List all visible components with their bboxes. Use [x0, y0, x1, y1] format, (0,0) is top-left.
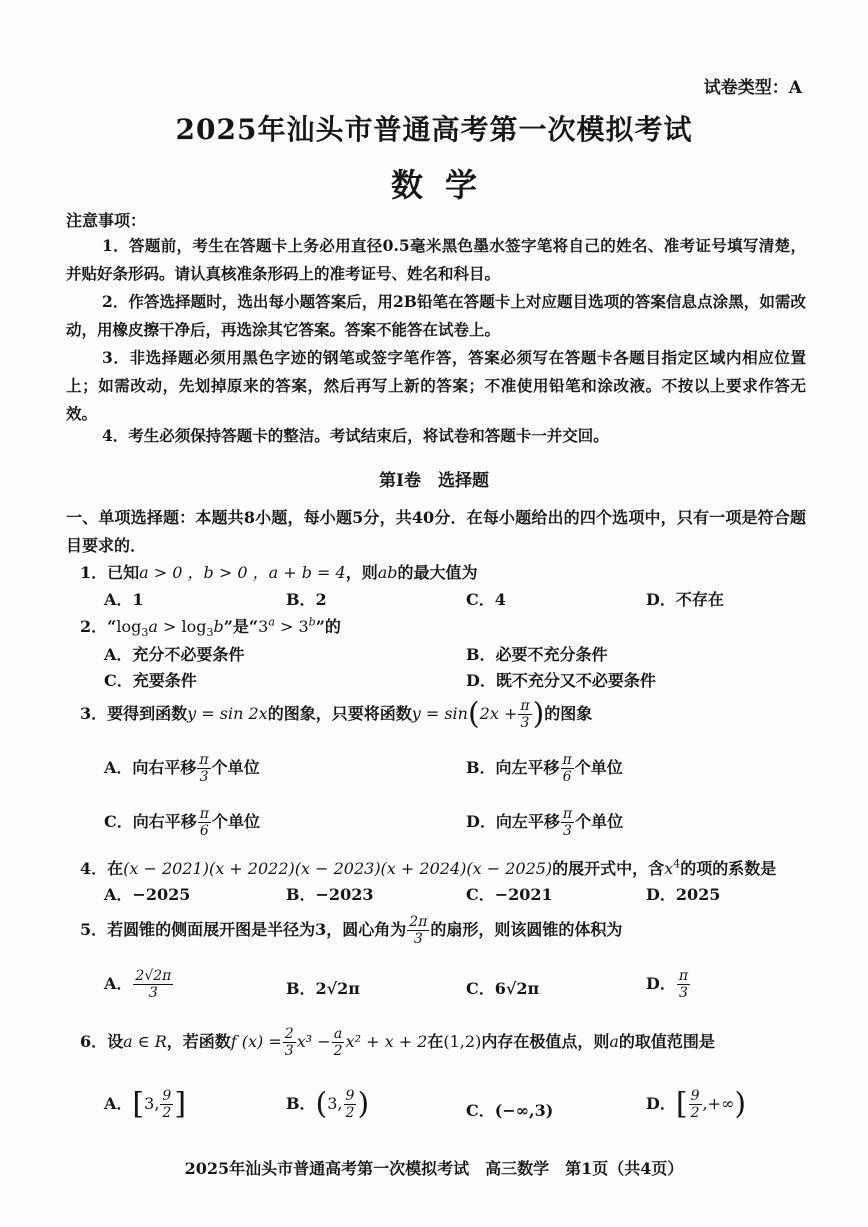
exam-title: 2025年汕头市普通高考第一次模拟考试: [175, 113, 693, 146]
q6-d-upper: ,+∞: [702, 1094, 735, 1113]
q6-b-lparen: (: [315, 1086, 328, 1122]
q3-c-label: C．向右平移: [104, 812, 197, 831]
q1-option-c: C．4: [466, 590, 506, 609]
q2-prefix: 2．“: [80, 617, 117, 636]
q3-b-num: π: [562, 752, 572, 768]
q2-exp-b: b: [308, 615, 316, 629]
q6-interval: (1,2): [443, 1032, 482, 1051]
question-5: [80, 914, 622, 947]
q6-coef2-den: 2: [333, 1043, 343, 1059]
q5-option-a: [104, 968, 174, 1001]
q3-post: 的图象: [544, 704, 593, 723]
q4-mid: 的展开式中，含: [552, 859, 665, 878]
q6-a-frac: [160, 1088, 173, 1121]
q3-prefix: 3．要得到函数: [80, 704, 188, 723]
q6-b-rparen: ): [357, 1086, 370, 1122]
q3-a-den: 3: [199, 769, 209, 785]
q2-option-a: A．充分不必要条件: [104, 645, 245, 664]
q4-option-c: C．−2021: [466, 885, 553, 904]
q3-b-den: 6: [562, 769, 572, 785]
q6-d-rparen: ): [734, 1086, 747, 1122]
q6-a-label: A．: [104, 1094, 133, 1113]
q2-base2: 3: [206, 626, 214, 640]
q2-option-c: C．充要条件: [104, 671, 197, 690]
q3-c-den: 6: [199, 823, 209, 839]
q6-b-lower: 3,: [327, 1094, 343, 1113]
q6-d-den: 2: [690, 1105, 700, 1121]
q6-d-frac: [689, 1088, 702, 1121]
q2-option-d: D．既不充分又不必要条件: [466, 671, 656, 690]
q6-option-a: [104, 1088, 186, 1121]
q6-option-b: [286, 1088, 369, 1121]
q6-coef1-num: 2: [284, 1026, 294, 1042]
q6-coef1: [283, 1026, 296, 1059]
q5-post: 的扇形，则该圆锥的体积为: [430, 920, 623, 939]
q6-term1: x³ −: [296, 1032, 331, 1051]
q1-condition: a > 0 ，b > 0 ，a + b = 4: [139, 563, 346, 582]
q6-a-den: 2: [162, 1105, 172, 1121]
q3-d-frac: [561, 806, 574, 839]
q4-exponent: 4: [673, 857, 681, 871]
q2-gt2: > 3: [274, 617, 309, 636]
subject-title: 数学: [390, 166, 499, 204]
q1-ab: ab: [377, 563, 398, 582]
question-2: [80, 614, 341, 639]
q6-term2: x² + x + 2: [345, 1032, 428, 1051]
question-4: [80, 856, 776, 879]
q3-d-den: 3: [563, 823, 572, 839]
q2-log1: log: [116, 617, 142, 636]
paper-type-label: 试卷类型：A: [703, 78, 802, 98]
q5-a-label: A．: [104, 974, 133, 993]
q6-option-c: C．(−∞,3): [466, 1101, 554, 1120]
q1-option-a: A．1: [104, 590, 144, 609]
q2-post: ”的: [315, 617, 341, 636]
q6-a-num: 9: [162, 1088, 172, 1104]
notice-item-1: 1．答题前，考生在答题卡上务必用直径0.5毫米黑色墨水签字笔将自己的姓名、准考证号填写清楚，并贴好条形码。请认真核准条形码上的准考证号、姓名和科目。: [66, 236, 806, 283]
q3-d-unit: 个单位: [575, 812, 624, 831]
q3-inner: 2x +: [479, 704, 518, 723]
notice-item-3: 3．非选择题必须用黑色字迹的钢笔或签字笔作答，答案必须写在答题卡各题目指定区域内相应位置上；如需改动，先划掉原来的答案，然后再写上新的答案；不准使用铅笔和涂改液。不按以上要求作答无效。: [66, 348, 806, 423]
q6-a-lbracket: [: [132, 1086, 145, 1122]
q3-a-label: A．向右平移: [104, 758, 197, 777]
notice-heading: 注意事项：: [66, 211, 147, 230]
q3-c-frac: [198, 806, 211, 839]
q6-b-den: 2: [345, 1105, 355, 1121]
q2-mid: ”是“: [223, 617, 259, 636]
q3-option-b: [466, 752, 623, 785]
q2-gt-log: > log: [157, 617, 207, 636]
q5-frac-num: 2π: [409, 914, 428, 930]
q5-prefix: 5．若圆锥的侧面展开图是半径为3，圆心角为: [80, 920, 407, 939]
notice-item-4: 4．考生必须保持答题卡的整洁。考试结束后，将试卷和答题卡一并交回。: [102, 426, 609, 445]
q3-c-unit: 个单位: [211, 812, 260, 831]
q3-option-a: [104, 752, 260, 785]
q4-expression: (x − 2021)(x + 2022)(x − 2023)(x + 2024)(x − 2025): [123, 859, 553, 878]
q3-frac-den: 3: [520, 715, 530, 731]
q6-mid1: ，若函数: [166, 1032, 231, 1051]
q3-b-unit: 个单位: [574, 758, 623, 777]
q3-fraction: [518, 698, 531, 731]
q2-exp-a: a: [268, 615, 275, 629]
notice-item-2: 2．作答选择题时，选出每小题答案后，用2B铅笔在答题卡上对应题目选项的答案信息点涂黑，如需改动，用橡皮擦干净后，再选涂其它答案。答案不能答在试卷上。: [66, 292, 806, 339]
q1-prefix: 1．已知: [80, 563, 140, 582]
q5-a-num: 2√2π: [135, 968, 172, 984]
q3-function-2: y = sin: [411, 704, 468, 723]
q2-option-b: B．必要不充分条件: [466, 645, 608, 664]
q3-frac-num: π: [520, 698, 530, 714]
q3-d-label: D．向左平移: [466, 812, 560, 831]
q6-coef1-den: 3: [284, 1043, 294, 1059]
q1-option-d: D．不存在: [646, 590, 724, 609]
q5-a-frac: [133, 968, 173, 1001]
q3-option-c: [104, 806, 260, 839]
q3-a-num: π: [199, 752, 209, 768]
q3-option-d: [466, 806, 623, 839]
q6-d-label: D．: [646, 1094, 676, 1113]
q3-paren-close: ): [532, 696, 545, 732]
q3-c-num: π: [199, 806, 209, 822]
q6-mid2: 在: [427, 1032, 444, 1051]
q5-d-frac: [677, 968, 690, 1001]
q6-post2: 的取值范围是: [618, 1032, 715, 1051]
q4-prefix: 4．在: [80, 859, 124, 878]
section-title: 第Ⅰ卷 选择题: [379, 471, 489, 491]
question-6: [80, 1026, 715, 1059]
q3-mid: 的图象，只要将函数: [267, 704, 412, 723]
q3-b-label: B．向左平移: [466, 758, 560, 777]
q1-post: 的最大值为: [397, 563, 478, 582]
q3-a-unit: 个单位: [211, 758, 260, 777]
q5-fraction: [407, 914, 429, 947]
q6-a-lower: 3,: [144, 1094, 160, 1113]
q6-d-lbracket: [: [675, 1086, 688, 1122]
part1-heading: 一、单项选择题：本题共8小题，每小题5分，共40分．在每小题给出的四个选项中，只有一项是符合题目要求的．: [66, 508, 806, 555]
q6-a: a: [609, 1032, 619, 1051]
q2-three1: 3: [258, 617, 269, 636]
q3-paren-open: (: [467, 696, 480, 732]
q6-coef2-num: a: [333, 1026, 343, 1042]
q5-option-d: [646, 968, 691, 1001]
q3-function-1: y = sin 2x: [187, 704, 268, 723]
q2-a: a: [148, 617, 158, 636]
q1-mid: ，则: [345, 563, 378, 582]
q6-post: 内存在极值点，则: [481, 1032, 610, 1051]
q5-d-num: π: [678, 968, 689, 984]
q6-d-num: 9: [690, 1088, 700, 1104]
q3-b-frac: [561, 752, 574, 785]
q6-b-label: B．: [286, 1094, 316, 1113]
q2-base1: 3: [141, 626, 149, 640]
page-footer: 2025年汕头市普通高考第一次模拟考试 高三数学 第1页（共4页）: [184, 1159, 684, 1178]
q4-post: 的项的系数是: [680, 859, 777, 878]
q6-prefix: 6．设: [80, 1032, 124, 1051]
q5-a-den: 3: [148, 985, 158, 1001]
q2-b: b: [213, 617, 224, 636]
question-3: [80, 698, 592, 731]
q5-frac-den: 3: [413, 931, 423, 947]
q6-condition: a ∈ R: [123, 1032, 167, 1051]
q4-option-a: A．−2025: [104, 885, 191, 904]
q6-option-d: [646, 1088, 746, 1121]
q6-coef2: [332, 1026, 345, 1059]
q5-option-b: B．2√2π: [286, 979, 361, 998]
q4-option-b: B．−2023: [286, 885, 374, 904]
q6-a-rbracket: ]: [174, 1086, 187, 1122]
q1-option-b: B．2: [286, 590, 327, 609]
q5-d-label: D．: [646, 974, 676, 993]
q5-d-den: 3: [679, 985, 688, 1001]
q3-a-frac: [197, 752, 210, 785]
q5-option-c: C．6√2π: [466, 979, 540, 998]
q6-b-num: 9: [345, 1088, 355, 1104]
q4-x: x: [664, 859, 674, 878]
q3-d-num: π: [562, 806, 573, 822]
q6-b-frac: [344, 1088, 357, 1121]
q4-option-d: D．2025: [646, 885, 721, 904]
q6-fx: f (x) =: [230, 1032, 282, 1051]
question-1: [80, 560, 478, 583]
